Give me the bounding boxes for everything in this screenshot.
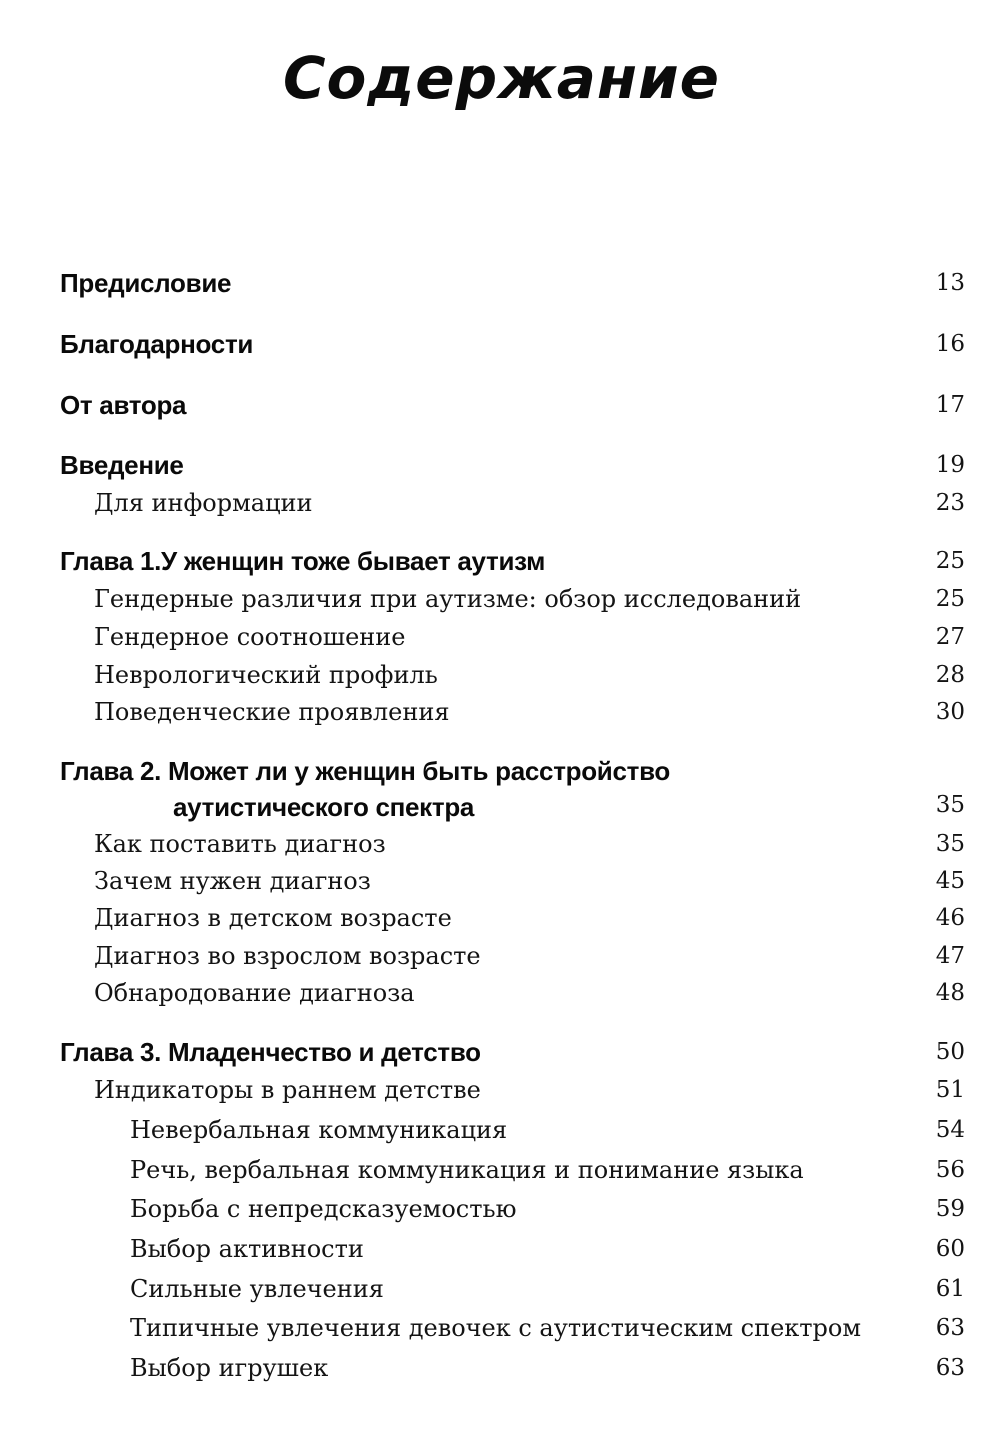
- toc-entry-chapter-1[interactable]: [0, 546, 1003, 586]
- toc-entry-label: Глава 1.У женщин тоже бывает аутизм: [60, 546, 546, 576]
- toc-entry-label: Гендерные различия при аутизме: обзор исследований: [94, 585, 802, 613]
- toc-page-number: 54: [935, 1117, 965, 1143]
- toc-entry-label: Зачем нужен диагноз: [94, 867, 371, 895]
- toc-page-number: 35: [935, 792, 965, 818]
- toc-page-number: 16: [935, 331, 965, 357]
- toc-entry-why-diagnosis[interactable]: [0, 866, 1003, 906]
- toc-entry-acknowledgements[interactable]: [0, 329, 1003, 369]
- toc-entry-label: Обнародование диагноза: [94, 979, 415, 1007]
- toc-page-number: 63: [935, 1315, 965, 1341]
- toc-entry-label: Выбор игрушек: [130, 1354, 329, 1382]
- toc-page-number: 61: [935, 1276, 965, 1302]
- toc-entry-label: Как поставить диагноз: [94, 830, 386, 858]
- toc-entry-preface[interactable]: [0, 268, 1003, 308]
- toc-entry-label: Диагноз в детском возрасте: [94, 904, 452, 932]
- toc-entry-label-continuation: аутистического спектра: [173, 792, 475, 822]
- toc-entry-chapter-2[interactable]: [0, 756, 1003, 828]
- toc-entry-gender-differences[interactable]: [0, 584, 1003, 624]
- toc-entry-diagnosis-adulthood[interactable]: [0, 941, 1003, 981]
- toc-entry-behavioral[interactable]: [0, 697, 1003, 737]
- toc-entry-activity-choice[interactable]: [0, 1234, 1003, 1274]
- toc-entry-label: Невербальная коммуникация: [130, 1116, 508, 1144]
- toc-page-number: 59: [935, 1196, 965, 1222]
- toc-entry-label: Типичные увлечения девочек с аутистическим спектром: [130, 1314, 862, 1342]
- toc-page-number: 23: [935, 490, 965, 516]
- toc-entry-label: Благодарности: [60, 329, 254, 359]
- toc-page-number: 50: [935, 1039, 965, 1065]
- toc-page-number: 46: [935, 905, 965, 931]
- toc-entry-strong-interests[interactable]: [0, 1274, 1003, 1314]
- toc-entry-label: Глава 2. Может ли у женщин быть расстройство: [60, 756, 670, 786]
- toc-page-number: 47: [935, 943, 965, 969]
- toc-entry-label: Диагноз во взрослом возрасте: [94, 942, 481, 970]
- toc-entry-label: Гендерное соотношение: [94, 623, 406, 651]
- toc-page-number: 27: [935, 624, 965, 650]
- toc-page-number: 63: [935, 1355, 965, 1381]
- toc-entry-typical-interests[interactable]: [0, 1313, 1003, 1353]
- toc-entry-label: Глава 3. Младенчество и детство: [60, 1037, 481, 1067]
- toc-entry-label: Введение: [60, 450, 184, 480]
- toc-entry-label: Для информации: [94, 489, 313, 517]
- toc-page-number: 30: [935, 699, 965, 725]
- toc-entry-label: Индикаторы в раннем детстве: [94, 1076, 481, 1104]
- toc-entry-toy-choice[interactable]: [0, 1353, 1003, 1393]
- toc-page-number: 60: [935, 1236, 965, 1262]
- toc-page-number: 17: [935, 392, 965, 418]
- toc-page-number: 48: [935, 980, 965, 1006]
- toc-entry-from-author[interactable]: [0, 390, 1003, 430]
- toc-entry-label: Борьба с непредсказуемостью: [130, 1195, 517, 1223]
- toc-entry-for-information[interactable]: [0, 488, 1003, 528]
- toc-page-number: 45: [935, 868, 965, 894]
- toc-page-number: 13: [935, 270, 965, 296]
- toc-page-number: 51: [935, 1077, 965, 1103]
- toc-entry-label: Выбор активности: [130, 1235, 364, 1263]
- toc-entry-label: Предисловие: [60, 268, 232, 298]
- toc-entry-disclosure[interactable]: [0, 978, 1003, 1018]
- toc-entry-speech[interactable]: [0, 1155, 1003, 1195]
- toc-page-number: 25: [935, 586, 965, 612]
- toc-entry-how-diagnose[interactable]: [0, 829, 1003, 869]
- toc-page-number: 28: [935, 662, 965, 688]
- toc-entry-neurological-profile[interactable]: [0, 660, 1003, 700]
- toc-page-number: 19: [935, 452, 965, 478]
- toc-page-number: 35: [935, 831, 965, 857]
- toc-entry-label: Сильные увлечения: [130, 1275, 384, 1303]
- toc-entry-diagnosis-childhood[interactable]: [0, 903, 1003, 943]
- toc-page-number: 25: [935, 548, 965, 574]
- page-title: Содержание: [282, 44, 720, 112]
- toc-entry-label: Речь, вербальная коммуникация и понимание языка: [130, 1156, 804, 1184]
- toc-entry-early-indicators[interactable]: [0, 1075, 1003, 1115]
- toc-entry-nonverbal[interactable]: [0, 1115, 1003, 1155]
- toc-entry-introduction[interactable]: [0, 450, 1003, 490]
- toc-entry-label: Неврологический профиль: [94, 661, 438, 689]
- toc-page-number: 56: [935, 1157, 965, 1183]
- toc-entry-label: Поведенческие проявления: [94, 698, 450, 726]
- toc-entry-unpredictability[interactable]: [0, 1194, 1003, 1234]
- toc-entry-gender-ratio[interactable]: [0, 622, 1003, 662]
- toc-entry-label: От автора: [60, 390, 187, 420]
- toc-entry-chapter-3[interactable]: [0, 1037, 1003, 1077]
